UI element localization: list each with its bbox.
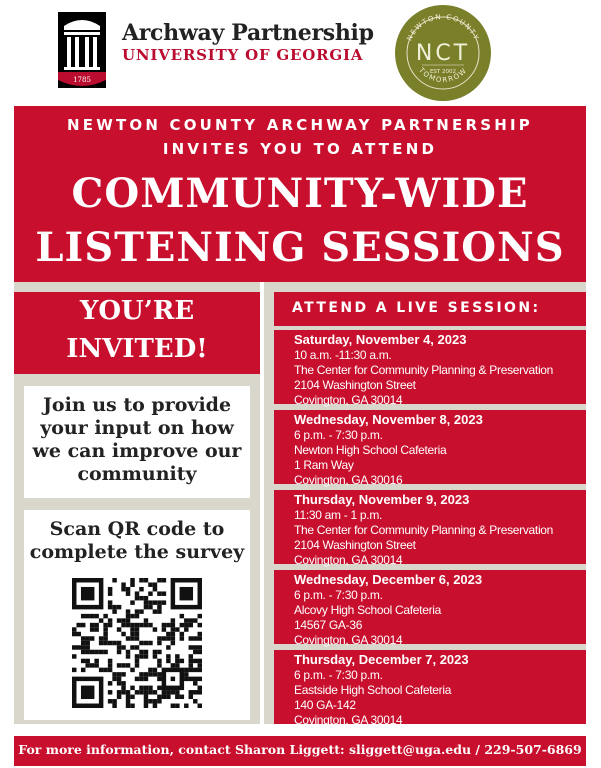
logo-year: 1785 <box>73 76 91 84</box>
attend-heading: ATTEND A LIVE SESSION: <box>292 300 541 316</box>
attend-heading-box <box>274 292 586 326</box>
session-time: 6 p.m. - 7:30 p.m. <box>294 668 383 682</box>
invited-text: INVITED! <box>66 334 208 364</box>
nct-bottom-text: TOMORROW <box>417 66 469 85</box>
session-date: Thursday, December 7, 2023 <box>294 652 469 667</box>
session-time: 6 p.m. - 7:30 p.m. <box>294 428 383 442</box>
contact-info: For more information, contact Sharon Liggett: sliggett@uga.edu / 229-507-6869 <box>18 742 582 757</box>
session-city: Covington, GA 30016 <box>294 473 403 487</box>
session-street: 2104 Washington Street <box>294 538 416 552</box>
session-city: Covington, GA 30014 <box>294 553 403 567</box>
session-place: The Center for Community Planning & Preservation <box>294 363 554 377</box>
session-street: 140 GA-142 <box>294 698 356 712</box>
session-card <box>274 410 586 487</box>
title-banner <box>14 106 586 282</box>
session-city: Covington, GA 30014 <box>294 713 403 727</box>
youre-text: YOU’RE <box>79 296 195 326</box>
session-date: Thursday, November 9, 2023 <box>294 492 470 507</box>
session-card <box>274 490 586 567</box>
session-date: Wednesday, November 8, 2023 <box>294 412 483 427</box>
session-street: 14567 GA-36 <box>294 618 363 632</box>
session-card <box>274 570 586 647</box>
join-line: your input on how <box>40 417 234 439</box>
session-place: Eastside High School Cafeteria <box>294 683 452 697</box>
nct-est: EST 2002 <box>429 69 457 75</box>
invite-line-1: NEWTON COUNTY ARCHWAY PARTNERSHIP <box>67 116 533 134</box>
session-place: The Center for Community Planning & Preservation <box>294 523 554 537</box>
join-line: community <box>77 463 197 485</box>
qr-code-image[interactable] <box>72 578 202 708</box>
scan-line: complete the survey <box>29 541 245 563</box>
session-place: Alcovy High School Cafeteria <box>294 603 442 617</box>
session-street: 1 Ram Way <box>294 458 354 472</box>
nct-letters: NCT <box>415 41 471 66</box>
footer-bar <box>14 736 586 766</box>
join-box <box>24 386 250 498</box>
session-date: Saturday, November 4, 2023 <box>294 332 467 347</box>
main-title-line-2: LISTENING SESSIONS <box>35 224 565 271</box>
archway-title: Archway Partnership <box>122 20 374 46</box>
session-card <box>274 650 586 727</box>
session-street: 2104 Washington Street <box>294 378 416 392</box>
session-time: 10 a.m. -11:30 a.m. <box>294 348 392 362</box>
invite-line-2: INVITES YOU TO ATTEND <box>162 140 438 158</box>
session-time: 11:30 am - 1 p.m. <box>294 508 383 522</box>
session-card <box>274 330 586 407</box>
session-city: Covington, GA 30014 <box>294 393 403 407</box>
nct-top-text: NEWTON COUNTY <box>405 12 481 43</box>
uga-name: UNIVERSITY OF GEORGIA <box>122 46 364 64</box>
session-time: 6 p.m. - 7:30 p.m. <box>294 588 383 602</box>
qr-box <box>24 510 250 720</box>
uga-arch-logo <box>58 12 106 88</box>
join-line: Join us to provide <box>42 394 232 416</box>
scan-line: Scan QR code to <box>49 518 225 540</box>
join-line: we can improve our <box>32 440 242 462</box>
scan-text <box>24 518 250 564</box>
session-date: Wednesday, December 6, 2023 <box>294 572 483 587</box>
nct-logo <box>394 4 492 102</box>
session-place: Newton High School Cafeteria <box>294 443 447 457</box>
session-city: Covington, GA 30014 <box>294 633 403 647</box>
invited-box <box>14 292 260 374</box>
main-title-line-1: COMMUNITY-WIDE <box>71 170 529 217</box>
join-text <box>24 394 250 486</box>
